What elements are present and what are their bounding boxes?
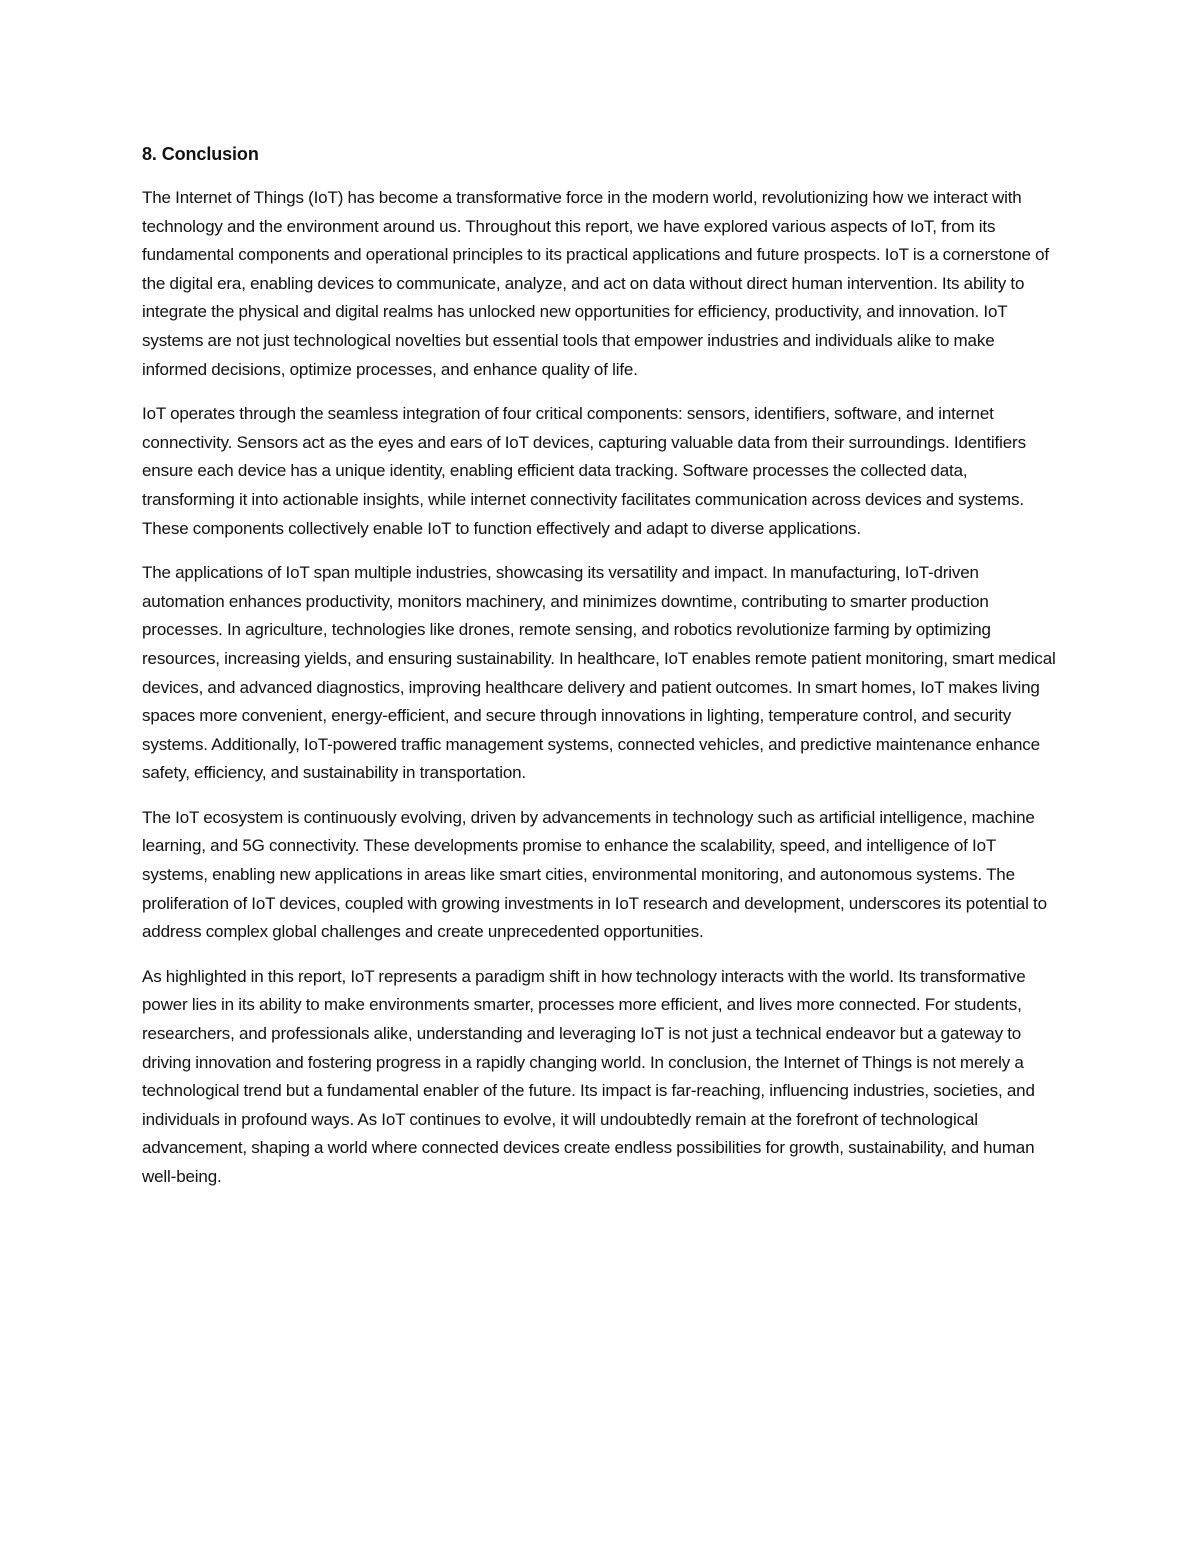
document-body — [142, 140, 1060, 1208]
paragraph-components: IoT operates through the seamless integration of four critical components: sensors, identifiers, software, and internet connectivity. Sensors act as the eyes and ears of IoT devices, capturing valuable data from their surroundings. Identifiers ensure each device has a unique identity, enabling efficient data tracking. Software processes the collected data, transforming it into actionable insights, while internet connectivity facilitates communication across devices and systems. These components collectively enable IoT to function effectively and adapt to diverse applications. — [142, 404, 1026, 538]
paragraph-closing: As highlighted in this report, IoT represents a paradigm shift in how technology interacts with the world. Its transformative power lies in its ability to make environments smarter, processes more efficient, and lives more connected. For students, researchers, and professionals alike, understanding and leveraging IoT is not just a technical endeavor but a gateway to driving innovation and fostering progress in a rapidly changing world. In conclusion, the Internet of Things is not merely a technological trend but a fundamental enabler of the future. Its impact is far-reaching, influencing industries, societies, and individuals in profound ways. As IoT continues to evolve, it will undoubtedly remain at the forefront of technological advancement, shaping a world where connected devices create endless possibilities for growth, sustainability, and human well-being. — [142, 966, 1035, 1186]
paragraph-introduction: The Internet of Things (IoT) has become a transformative force in the modern world, revolutionizing how we interact with technology and the environment around us. Throughout this report, we have explored various aspects of IoT, from its fundamental components and operational principles to its practical applications and future prospects. IoT is a cornerstone of the digital era, enabling devices to communicate, analyze, and act on data without direct human intervention. Its ability to integrate the physical and digital realms has unlocked new opportunities for efficiency, productivity, and innovation. IoT systems are not just technological novelties but essential tools that empower industries and individuals alike to make informed decisions, optimize processes, and enhance quality of life. — [142, 188, 1049, 379]
paragraph-ecosystem: The IoT ecosystem is continuously evolving, driven by advancements in technology such as artificial intelligence, machine learning, and 5G connectivity. These developments promise to enhance the scalability, speed, and intelligence of IoT systems, enabling new applications in areas like smart cities, environmental monitoring, and autonomous systems. The proliferation of IoT devices, coupled with growing investments in IoT research and development, underscores its potential to address complex global challenges and create unprecedented opportunities. — [142, 807, 1047, 942]
section-heading: 8. Conclusion — [142, 144, 259, 164]
paragraph-applications: The applications of IoT span multiple industries, showcasing its versatility and impact. In manufacturing, IoT-driven automation enhances productivity, monitors machinery, and minimizes downtime, contributing to smarter production processes. In agriculture, technologies like drones, remote sensing, and robotics revolutionize farming by optimizing resources, increasing yields, and ensuring sustainability. In healthcare, IoT enables remote patient monitoring, smart medical devices, and advanced diagnostics, improving healthcare delivery and patient outcomes. In smart homes, IoT makes living spaces more convenient, energy-efficient, and secure through innovations in lighting, temperature control, and security systems. Additionally, IoT-powered traffic management systems, connected vehicles, and predictive maintenance enhance safety, efficiency, and sustainability in transportation. — [142, 563, 1056, 783]
